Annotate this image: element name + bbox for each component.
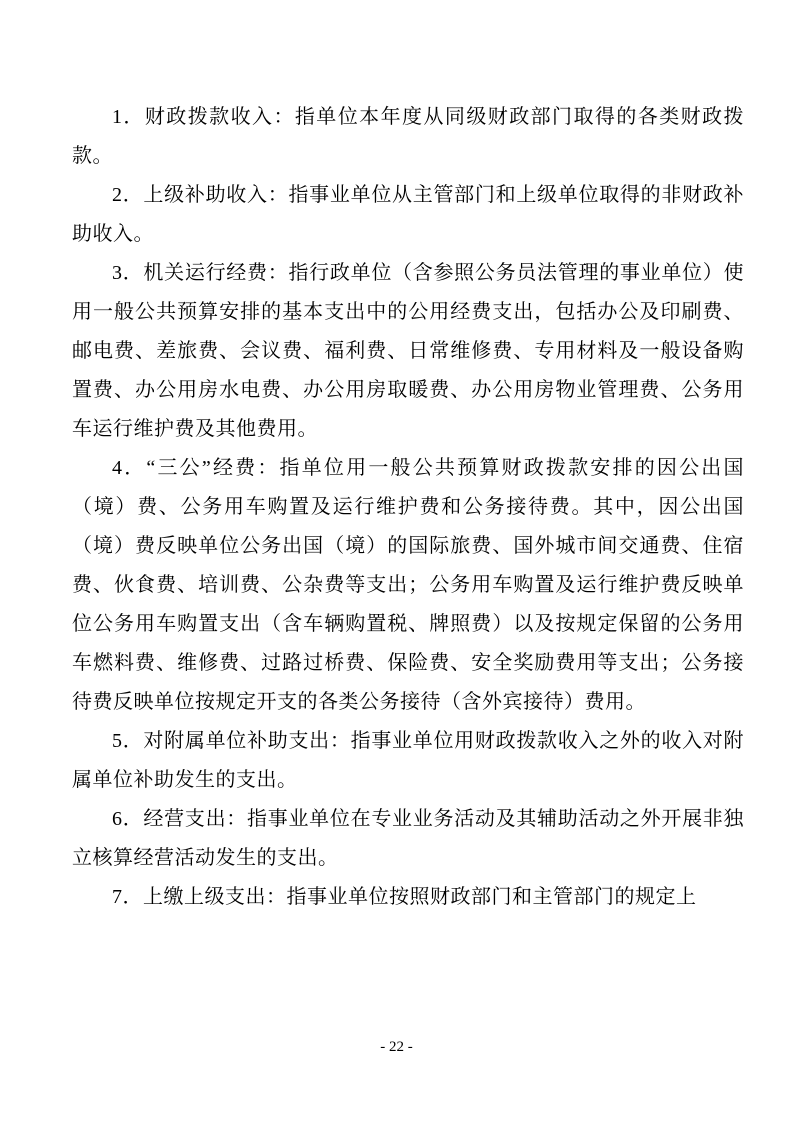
paragraph-3: 3．机关运行经费：指行政单位（含参照公务员法管理的事业单位）使用一般公共预算安排的基本支出中的公用经费支出，包括办公及印刷费、邮电费、差旅费、会议费、福利费、日常维修费、专用材料及一般设备购置费、办公用房水电费、办公用房取暖费、办公用房物业管理费、公务用车运行维护费及其他费用。 (72, 262, 744, 440)
document-body (72, 98, 744, 917)
page-number: - 22 - (380, 1039, 413, 1055)
paragraph-4: 4．“三公”经费：指单位用一般公共预算财政拨款安排的因公出国（境）费、公务用车购置及运行维护费和公务接待费。其中，因公出国（境）费反映单位公务出国（境）的国际旅费、国外城市间交通费、住宿费、伙食费、培训费、公杂费等支出；公务用车购置及运行维护费反映单位公务用车购置支出（含车辆购置税、牌照费）以及按规定保留的公务用车燃料费、维修费、过路过桥费、保险费、安全奖励费用等支出；公务接待费反映单位按规定开支的各类公务接待（含外宾接待）费用。 (72, 457, 744, 713)
paragraph-7: 7．上缴上级支出：指事业单位按照财政部门和主管部门的规定上 (112, 886, 697, 908)
paragraph-1: 1．财政拨款收入：指单位本年度从同级财政部门取得的各类财政拨款。 (72, 106, 744, 167)
paragraph-5: 5．对附属单位补助支出：指事业单位用财政拨款收入之外的收入对附属单位补助发生的支出。 (72, 730, 744, 791)
paragraph-6: 6．经营支出：指事业单位在专业业务活动及其辅助活动之外开展非独立核算经营活动发生的支出。 (72, 808, 744, 869)
paragraph-2: 2．上级补助收入：指事业单位从主管部门和上级单位取得的非财政补助收入。 (72, 184, 744, 245)
